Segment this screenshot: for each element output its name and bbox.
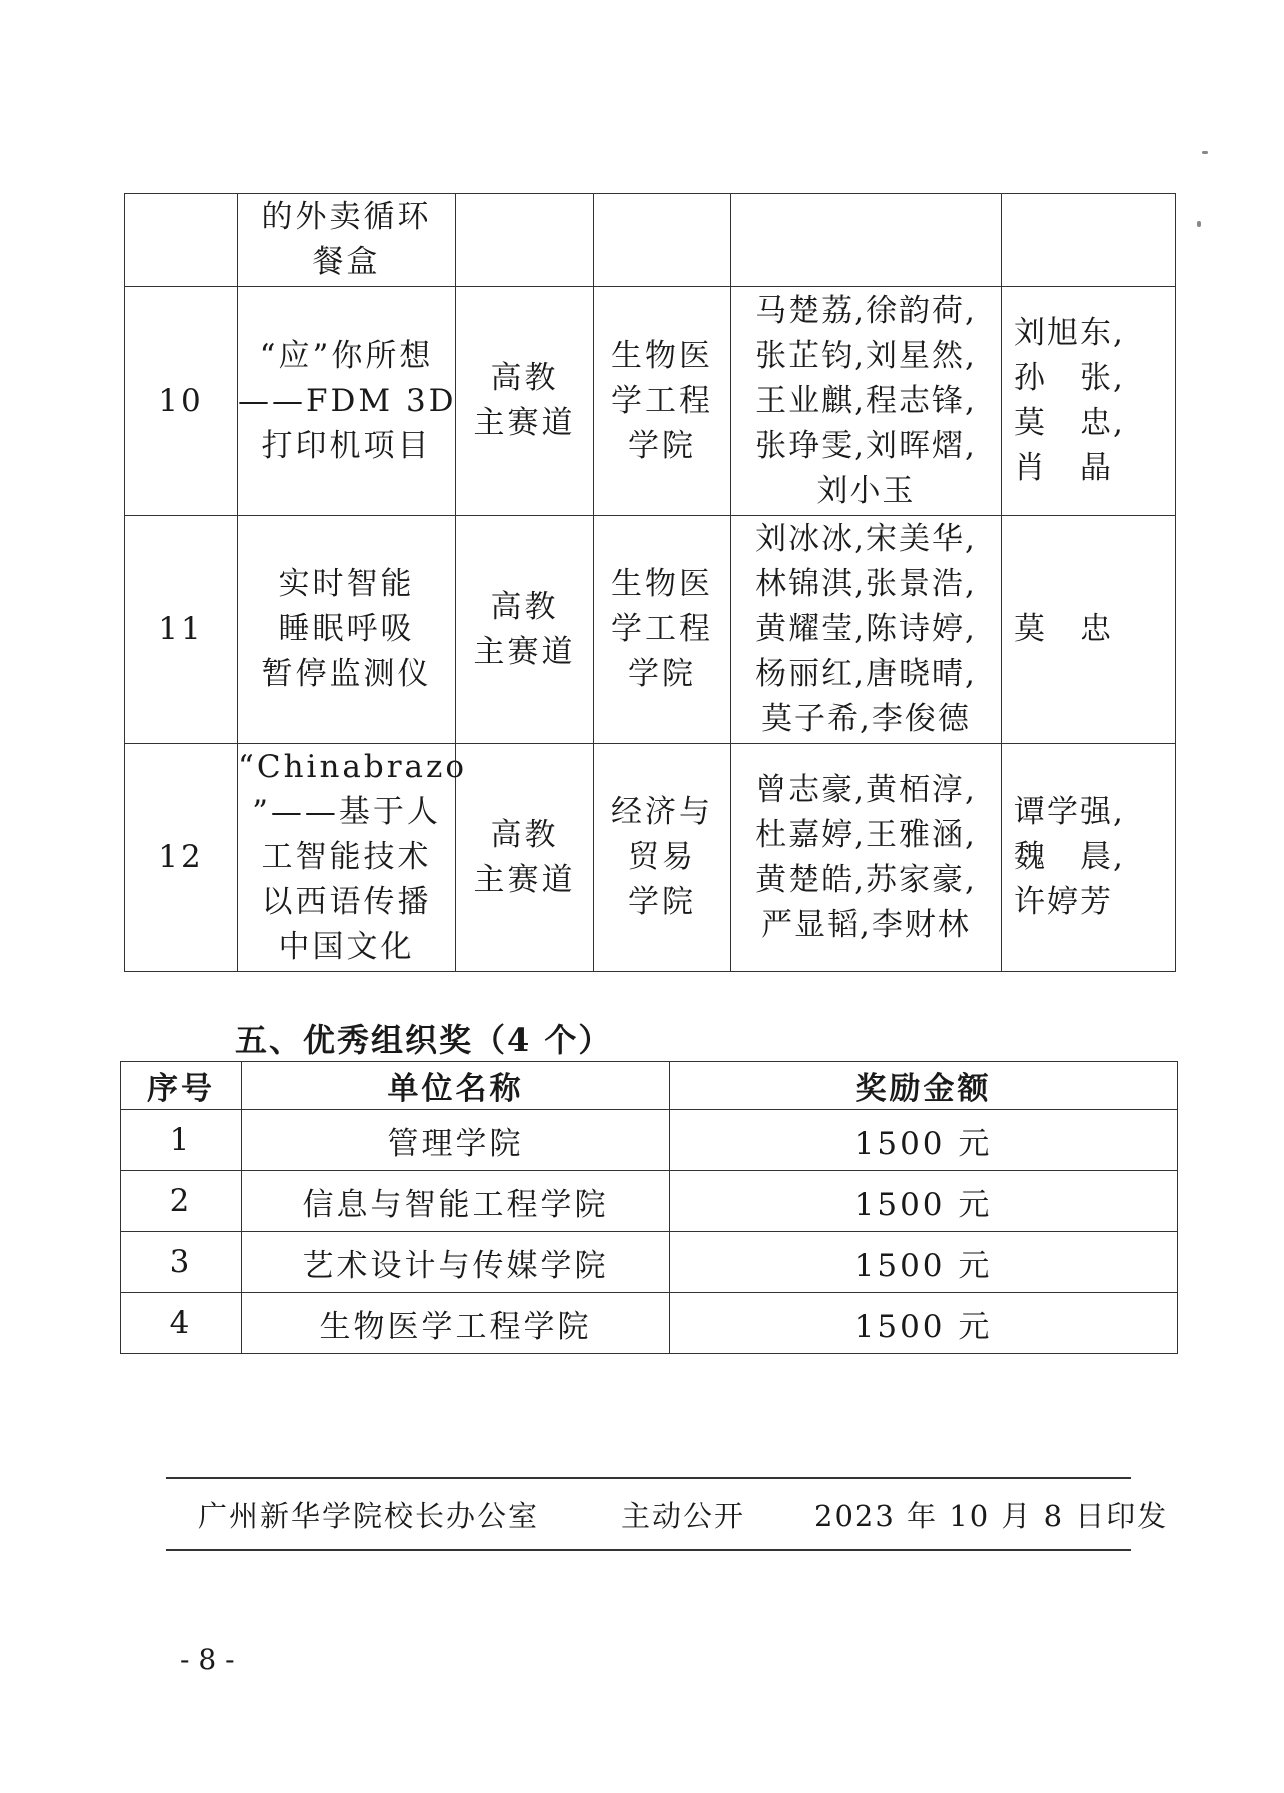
member-line: 严显韬,李财林	[761, 906, 971, 943]
college-cell	[594, 287, 731, 516]
member-line: 张琤雯,刘晖熠,	[755, 427, 977, 464]
member-line: 林锦淇,张景浩,	[755, 566, 977, 602]
index-cell: 4	[121, 1293, 242, 1354]
table-row	[121, 1232, 1178, 1293]
track-line: 高教	[490, 816, 559, 853]
member-line: 张芷钧,刘星然,	[755, 337, 977, 374]
awards-table-body	[125, 194, 1176, 972]
unit-cell: 艺术设计与传媒学院	[242, 1232, 670, 1293]
college-cell	[594, 744, 731, 972]
table-row	[121, 1171, 1178, 1232]
track-cell	[456, 744, 594, 972]
instructor-line: 许婷芳	[1014, 884, 1113, 920]
instructors-cell	[1002, 744, 1176, 972]
index-cell: 1	[121, 1110, 242, 1171]
footer-top-rule	[166, 1477, 1131, 1479]
members-cell	[731, 287, 1002, 516]
instructor-line: 莫 忠	[1014, 611, 1113, 647]
college-line: 贸易	[628, 839, 696, 875]
track-line: 高教	[490, 588, 559, 625]
members-cell	[731, 194, 1002, 287]
organization-award-table	[120, 1061, 1178, 1354]
project-cell	[238, 287, 456, 516]
member-line: 王业麒,程志锋,	[755, 382, 977, 419]
college-line: 学院	[628, 427, 696, 464]
college-line: 学工程	[611, 611, 713, 647]
index-cell: 11	[125, 516, 238, 744]
table-row	[121, 1293, 1178, 1354]
member-line: 黄楚皓,苏家豪,	[755, 861, 977, 898]
scan-speck	[1197, 221, 1201, 227]
footer-disclosure: 主动公开	[621, 1499, 746, 1533]
member-line: 刘冰冰,宋美华,	[755, 521, 977, 557]
index-cell	[125, 194, 238, 287]
instructors-cell	[1002, 287, 1176, 516]
unit-cell: 管理学院	[242, 1110, 670, 1171]
project-line: 打印机项目	[261, 427, 432, 464]
page-number: - 8 -	[180, 1643, 235, 1676]
scan-speck	[1202, 151, 1208, 154]
track-cell	[456, 516, 594, 744]
awards-table	[124, 193, 1176, 972]
header-unit: 单位名称	[242, 1062, 670, 1110]
project-line: 餐盒	[312, 244, 381, 280]
project-cell	[238, 194, 456, 287]
college-line: 学院	[628, 884, 696, 920]
table-row	[121, 1110, 1178, 1171]
college-line: 生物医	[611, 566, 713, 602]
member-line: 刘小玉	[816, 472, 916, 509]
table-header-row	[121, 1062, 1178, 1110]
track-cell	[456, 287, 594, 516]
index-cell: 12	[125, 744, 238, 972]
project-line: 以西语传播	[261, 884, 432, 920]
footer-bottom-rule	[166, 1549, 1131, 1551]
unit-cell: 生物医学工程学院	[242, 1293, 670, 1354]
project-line: “Chinabrazo	[238, 749, 468, 785]
instructor-line: 谭学强,	[1014, 794, 1125, 830]
project-line: ——FDM 3D	[238, 382, 457, 419]
project-cell	[238, 744, 468, 972]
member-line: 曾志豪,黄栢淳,	[755, 771, 977, 808]
members-cell	[731, 744, 1002, 972]
amount-cell: 1500 元	[670, 1110, 1178, 1171]
track-line: 高教	[490, 360, 559, 396]
table-row	[125, 194, 1176, 287]
footer-office: 广州新华学院校长办公室	[198, 1499, 540, 1533]
project-cell	[238, 516, 456, 744]
index-cell: 3	[121, 1232, 242, 1293]
instructor-line: 刘旭东,	[1014, 315, 1125, 351]
instructor-line: 肖 晶	[1014, 450, 1113, 486]
college-line: 学院	[628, 656, 696, 692]
members-cell	[731, 516, 1002, 744]
index-cell: 10	[125, 287, 238, 516]
unit-cell: 信息与智能工程学院	[242, 1171, 670, 1232]
footer-date: 2023 年 10 月 8 日印发	[814, 1499, 1169, 1533]
project-line: “应”你所想	[259, 337, 434, 374]
project-line: 暂停监测仪	[261, 656, 432, 692]
college-line: 学工程	[611, 382, 713, 419]
member-line: 杨丽红,唐晓晴,	[755, 656, 977, 692]
section-title: 五、优秀组织奖（4 个）	[235, 1021, 613, 1059]
instructors-cell	[1002, 516, 1176, 744]
instructors-cell	[1002, 194, 1176, 287]
table-row	[125, 744, 1176, 972]
project-line: 工智能技术	[261, 839, 432, 875]
college-cell	[594, 194, 731, 287]
member-line: 莫子希,李俊德	[761, 701, 971, 737]
college-cell	[594, 516, 731, 744]
amount-cell: 1500 元	[670, 1232, 1178, 1293]
instructor-line: 孙 张,	[1014, 360, 1125, 396]
project-line: 的外卖循环	[261, 199, 432, 235]
table-row	[125, 287, 1176, 516]
header-index: 序号	[121, 1062, 242, 1110]
track-line: 主赛道	[473, 405, 576, 441]
member-line: 马楚荔,徐韵荷,	[755, 292, 977, 329]
project-line: 睡眠呼吸	[278, 611, 415, 647]
member-line: 杜嘉婷,王雅涵,	[755, 816, 977, 853]
header-amount: 奖励金额	[670, 1062, 1178, 1110]
college-line: 生物医	[611, 337, 713, 374]
project-line: ”——基于人	[252, 794, 441, 830]
instructor-line: 魏 晨,	[1014, 839, 1125, 875]
instructor-line: 莫 忠,	[1014, 405, 1125, 441]
project-line: 实时智能	[278, 566, 415, 602]
member-line: 黄耀莹,陈诗婷,	[755, 611, 977, 647]
project-line: 中国文化	[278, 929, 415, 965]
amount-cell: 1500 元	[670, 1171, 1178, 1232]
track-cell	[456, 194, 594, 287]
track-line: 主赛道	[473, 633, 576, 670]
amount-cell: 1500 元	[670, 1293, 1178, 1354]
college-line: 经济与	[611, 794, 713, 830]
table-row	[125, 516, 1176, 744]
index-cell: 2	[121, 1171, 242, 1232]
track-line: 主赛道	[473, 861, 576, 898]
